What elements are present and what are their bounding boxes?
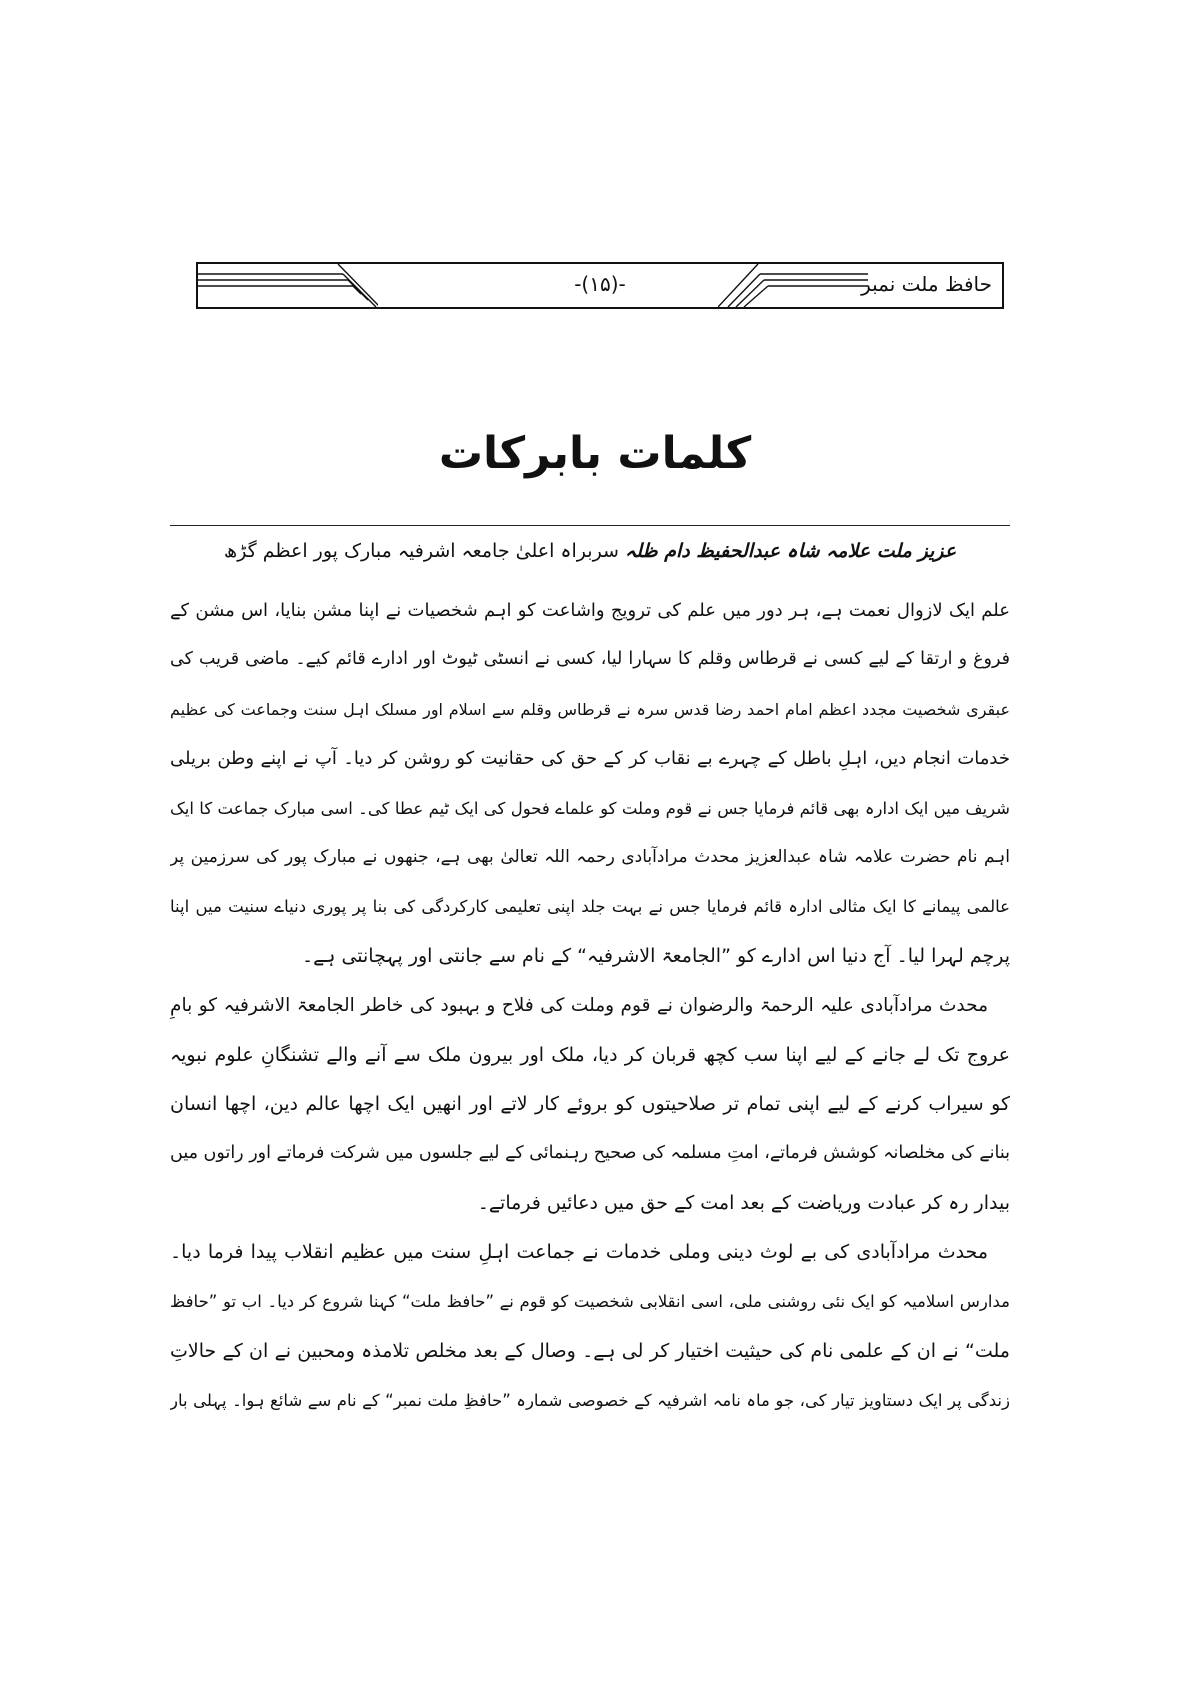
text-line: محدث مرادآبادی کی بے لوث دینی وملی خدمات نے جماعت اہلِ سنت میں عظیم انقلاب پیدا فرما دیا۔: [170, 1241, 988, 1264]
text-line: اہم نام حضرت علامہ شاہ عبدالعزیز محدث مرادآبادی رحمہ اللہ تعالیٰ بھی ہے، جنھوں نے مبارک پور کی سرزمین پر: [170, 846, 1010, 867]
page-title: کلمات بابرکات: [438, 428, 752, 479]
text-line: پرچم لہرا لیا۔ آج دنیا اس ادارے کو ”الجامعۃ الاشرفیہ“ کے نام سے جانتی اور پہچانتی ہے۔: [302, 944, 1010, 967]
text-line: محدث مرادآبادی علیہ الرحمۃ والرضوان نے قوم وملت کی فلاح و بہبود کی خاطر الجامعۃ الاشرفیہ کو بامِ: [170, 995, 988, 1017]
text-line: بیدار رہ کر عبادت وریاضت کے بعد امت کے حق میں دعائیں فرماتے۔: [477, 1191, 1010, 1214]
paragraph: [170, 1228, 1010, 1426]
byline: [170, 540, 1010, 562]
page-number: -(۱۵)-: [574, 272, 626, 296]
running-header: [196, 262, 1004, 309]
header-hatch-right-icon: [718, 264, 868, 307]
byline-author: عزیز ملت علامہ شاہ عبدالحفیظ دام ظلہ: [625, 540, 957, 562]
article-body: [170, 586, 1010, 1426]
header-hatch-left-icon: [198, 264, 378, 307]
text-line: کو سیراب کرنے کے لیے اپنی تمام تر صلاحیتوں کو بروئے کار لاتے اور انھیں ایک اچھا عالم دین، اچھا انسان: [170, 1092, 1010, 1115]
text-line: شریف میں ایک ادارہ بھی قائم فرمایا جس نے قوم وملت کو علماے فحول کی ایک ٹیم عطا کی۔ اسی مبارک جماعت کا ایک: [170, 798, 1010, 818]
text-line: عبقری شخصیت مجدد اعظم امام احمد رضا قدس سرہ نے قرطاس وقلم سے اسلام اور مسلک اہل سنت وجماعت کی عظیم: [170, 699, 1010, 719]
text-line: فروغ و ارتقا کے لیے کسی نے قرطاس وقلم کا سہارا لیا، کسی نے انسٹی ٹیوٹ اور ادارے قائم کیے۔ ماضی قریب کی: [170, 649, 1010, 670]
text-line: علم ایک لازوال نعمت ہے، ہر دور میں علم کی ترویج واشاعت کو اہم شخصیات نے اپنا مشن بنایا، اس مشن کے: [170, 600, 1010, 621]
byline-affiliation: سربراہ اعلیٰ جامعہ اشرفیہ مبارک پور اعظم گڑھ: [223, 540, 619, 562]
text-line: عروج تک لے جانے کے لیے اپنا سب کچھ قربان کر دیا، ملک اور بیرون ملک سے آنے والے تشنگانِ علوم نبویہ: [170, 1043, 1010, 1066]
text-line: ملت“ نے ان کے علمی نام کی حیثیت اختیار کر لی ہے۔ وصال کے بعد مخلص تلامذہ ومحبین نے ان کے حالاتِ: [170, 1339, 1010, 1362]
text-line: مدارس اسلامیہ کو ایک نئی روشنی ملی، اسی انقلابی شخصیت کو قوم نے ”حافظ ملت“ کہنا شروع کر دیا۔ اب تو ”حافظ: [170, 1292, 1010, 1312]
running-header-title: حافظ ملت نمبر: [861, 272, 992, 296]
text-line: بنانے کی مخلصانہ کوشش فرماتے، امتِ مسلمہ کی صحیح رہنمائی کے لیے جلسوں میں شرکت فرماتے اور راتوں میں: [170, 1143, 1010, 1164]
text-line: زندگی پر ایک دستاویز تیار کی، جو ماہ نامہ اشرفیہ کے خصوصی شمارہ ”حافظِ ملت نمبر“ کے نام سے شائع ہوا۔ پہلی بار: [170, 1391, 1010, 1411]
text-line: خدمات انجام دیں، اہلِ باطل کے چہرے بے نقاب کر کے حق کی حقانیت کو روشن کر دیا۔ آپ نے اپنے وطن بریلی: [170, 748, 1010, 770]
paragraph: [170, 981, 1010, 1228]
text-line: عالمی پیمانے کا ایک مثالی ادارہ قائم فرمایا جس نے بہت جلد اپنی تعلیمی کارکردگی کی بنا پر پوری دنیاے سنیت میں اپنا: [170, 897, 1010, 917]
paragraph: [170, 586, 1010, 981]
title-divider: [170, 525, 1010, 526]
